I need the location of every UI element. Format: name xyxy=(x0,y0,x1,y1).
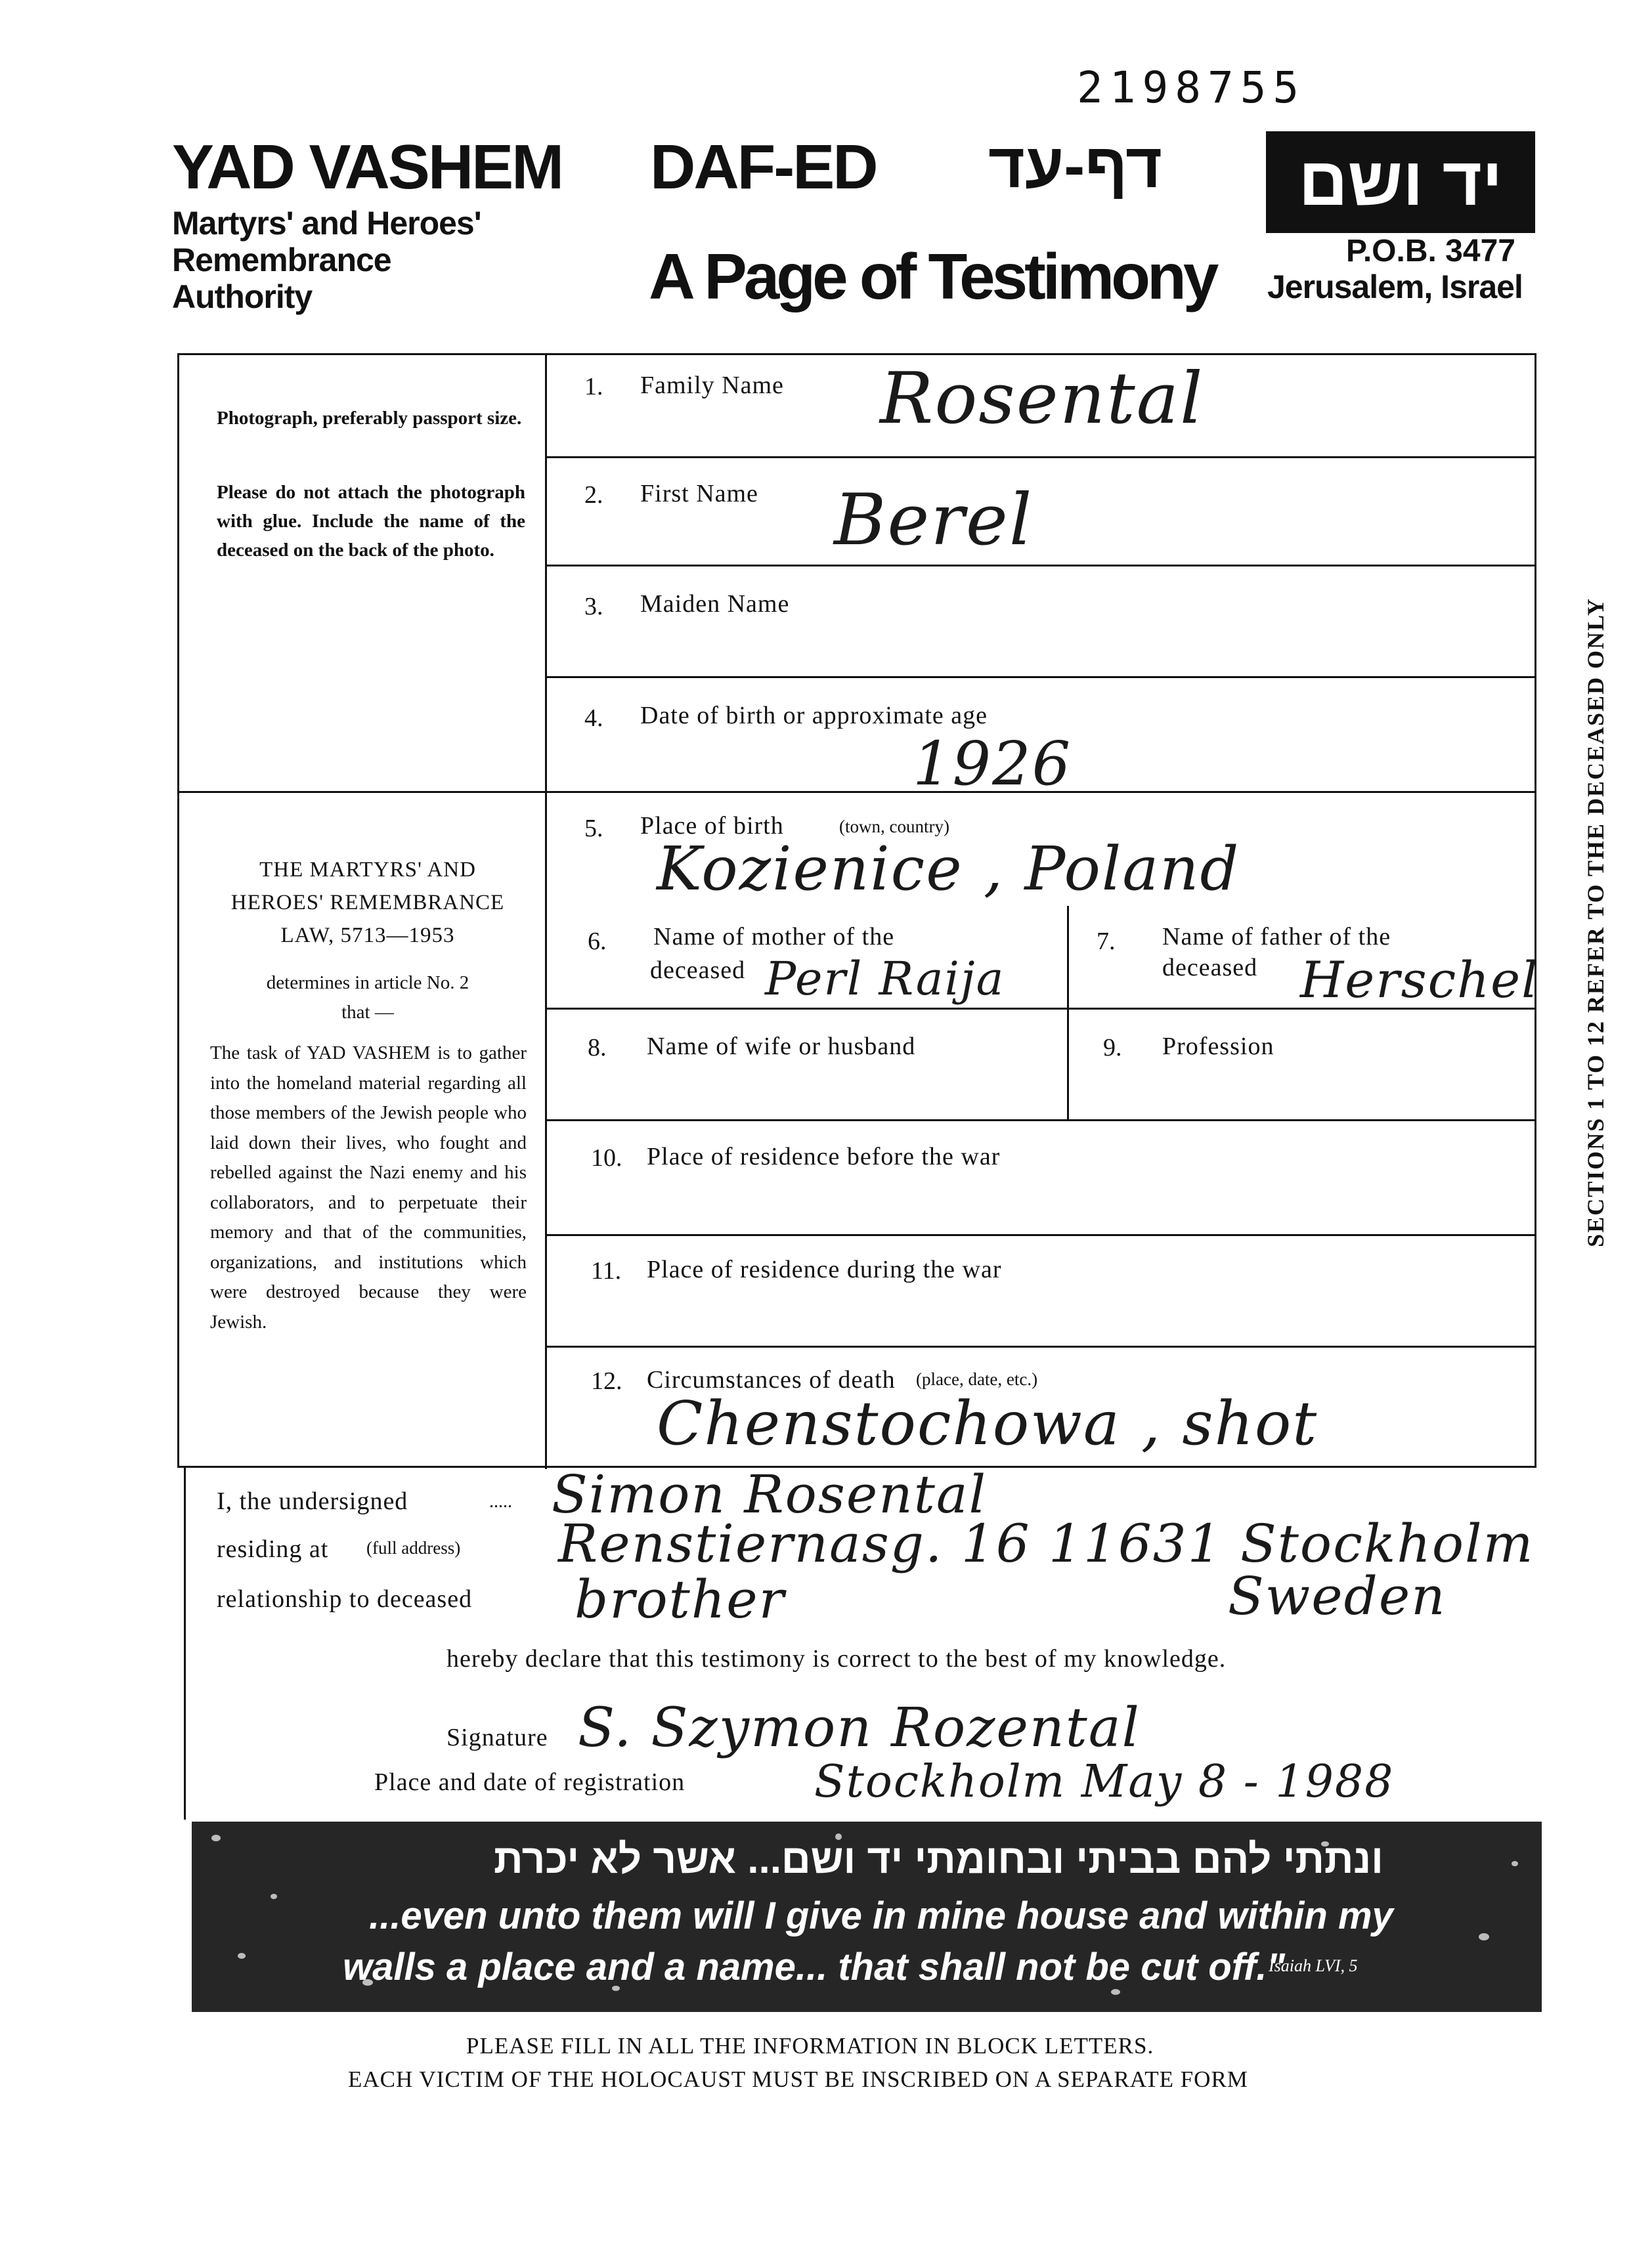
birth-place-note: (town, country) xyxy=(839,817,949,836)
spouse-name-label: Name of wife or husband xyxy=(647,1033,916,1060)
father-name-label-2: deceased xyxy=(1162,954,1258,981)
sidebar-note xyxy=(1576,551,1615,1293)
org-subtitle xyxy=(172,205,481,315)
divider xyxy=(184,1468,186,1820)
birth-date-value[interactable]: 1926 xyxy=(913,729,1072,799)
field-number: 8. xyxy=(588,1034,607,1061)
father-name-value[interactable]: Herschel xyxy=(1300,951,1539,1009)
document-number: 2198755 xyxy=(1077,62,1306,113)
form-subtitle: A Page of Testimony xyxy=(649,240,1216,312)
texture-speck xyxy=(238,1953,246,1959)
field-number: 1. xyxy=(584,373,603,400)
birth-place-value[interactable]: Kozienice , Poland xyxy=(657,834,1240,904)
residing-label: residing at xyxy=(217,1535,329,1563)
org-name: YAD VASHEM xyxy=(172,132,563,202)
column-divider xyxy=(545,353,547,1469)
law-body: The task of YAD VASHEM is to gather into the homeland material regarding all those members of the Jewish people who laid down their lives, who fought and rebelled against the Nazi enemy and his collaborators, and to perpetuate their memory and that of the communities, organizations, and institutions which were destroyed because they were Jewish. xyxy=(210,1042,527,1333)
field-number: 4. xyxy=(584,704,603,732)
residing-note: (full address) xyxy=(366,1538,461,1558)
field-number: 2. xyxy=(584,481,603,509)
scripture-banner xyxy=(192,1822,1542,2012)
sidebar-text: SECTIONS 1 TO 12 REFER TO THE DECEASED ONLY xyxy=(1582,597,1609,1247)
field-number: 3. xyxy=(584,593,603,620)
org-subtitle-line: Martyrs' and Heroes' xyxy=(172,205,481,242)
form-title: DAF-ED xyxy=(650,132,877,202)
divider xyxy=(545,565,1536,567)
law-title-line: THE MARTYRS' AND xyxy=(259,858,476,882)
family-name-value[interactable]: Rosental xyxy=(880,358,1204,440)
divider xyxy=(1067,906,1069,1119)
birth-place-label: Place of birth xyxy=(640,812,784,840)
law-that: that — xyxy=(341,1002,394,1023)
profession-label: Profession xyxy=(1162,1033,1274,1060)
residence-during-label: Place of residence during the war xyxy=(647,1256,1002,1283)
undersigned-label: I, the undersigned xyxy=(217,1487,408,1515)
divider xyxy=(177,791,546,793)
divider xyxy=(545,456,1536,458)
footer-line-2: EACH VICTIM OF THE HOLOCAUST MUST BE INSCRIBED ON A SEPARATE FORM xyxy=(348,2066,1248,2092)
city-address: Jerusalem, Israel xyxy=(1267,268,1523,305)
banner-quote-line-1: ...even unto them will I give in mine house and within my xyxy=(369,1894,1393,1937)
texture-speck xyxy=(1111,1989,1120,1995)
yad-vashem-logo: יד ושם xyxy=(1266,131,1535,233)
divider xyxy=(545,1234,1536,1236)
texture-speck xyxy=(211,1835,221,1841)
banner-reference: Isaiah LVI, 5 xyxy=(1269,1956,1358,1975)
org-subtitle-line: Remembrance xyxy=(172,242,391,278)
death-circumstances-value[interactable]: Chenstochowa , shot xyxy=(657,1388,1318,1459)
field-number: 6. xyxy=(588,928,607,955)
mother-name-value[interactable]: Perl Raija xyxy=(765,952,1005,1006)
field-number: 9. xyxy=(1103,1034,1122,1061)
texture-speck xyxy=(1479,1933,1489,1940)
father-name-label: Name of father of the xyxy=(1162,923,1391,951)
birth-date-label: Date of birth or approximate age xyxy=(640,702,988,729)
field-number: 11. xyxy=(591,1257,622,1285)
form-title-hebrew: דף-עד xyxy=(988,131,1162,201)
photo-box-instructions: Please do not attach the photograph with glue. Include the name of the deceased on the back of the photo. xyxy=(217,482,525,561)
dotted-line: ..... xyxy=(489,1491,512,1512)
signature-value[interactable]: S. Szymon Rozental xyxy=(578,1697,1141,1759)
family-name-label: Family Name xyxy=(640,372,784,399)
mother-name-label: Name of mother of the xyxy=(653,923,895,951)
footer-line-1: PLEASE FILL IN ALL THE INFORMATION IN BLOCK LETTERS. xyxy=(466,2033,1154,2059)
law-title-line: LAW, 5713—1953 xyxy=(280,924,455,947)
banner-quote-line-2: walls a place and a name... that shall not be cut off." xyxy=(343,1946,1285,1988)
mother-name-label-2: deceased xyxy=(650,956,746,984)
divider xyxy=(545,676,1536,678)
field-number: 7. xyxy=(1097,928,1116,955)
death-circumstances-label: Circumstances of death xyxy=(647,1366,896,1394)
relationship-value[interactable]: brother xyxy=(575,1569,785,1630)
relationship-label: relationship to deceased xyxy=(217,1585,473,1613)
texture-speck xyxy=(271,1894,277,1899)
law-title xyxy=(210,853,525,952)
field-number: 5. xyxy=(584,815,603,842)
texture-speck xyxy=(1512,1861,1518,1866)
law-title-line: HEROES' REMEMBRANCE xyxy=(230,891,505,914)
divider xyxy=(545,1346,1536,1348)
field-number: 10. xyxy=(591,1144,622,1172)
po-box: P.O.B. 3477 xyxy=(1346,234,1515,268)
registration-label: Place and date of registration xyxy=(374,1768,686,1796)
maiden-name-label: Maiden Name xyxy=(640,590,790,618)
field-number: 12. xyxy=(591,1367,622,1395)
registration-value[interactable]: Stockholm May 8 - 1988 xyxy=(814,1756,1395,1808)
residence-before-label: Place of residence before the war xyxy=(647,1143,1001,1170)
undersigned-value[interactable]: Simon Rosental xyxy=(552,1464,988,1525)
first-name-label: First Name xyxy=(640,480,758,507)
law-determines: determines in article No. 2 xyxy=(266,972,469,993)
declaration-text: hereby declare that this testimony is correct to the best of my knowledge. xyxy=(446,1645,1227,1673)
address-line-1[interactable]: Renstiernasg. 16 11631 Stockholm xyxy=(558,1513,1535,1574)
photo-box-title: Photograph, preferably passport size. xyxy=(217,408,522,429)
divider xyxy=(545,1119,1536,1121)
first-name-value[interactable]: Berel xyxy=(834,479,1034,561)
death-circumstances-note: (place, date, etc.) xyxy=(916,1369,1038,1389)
org-subtitle-line: Authority xyxy=(172,278,313,315)
signature-label: Signature xyxy=(446,1724,548,1751)
banner-hebrew: ונתתי להם בביתי ובחומתי יד ושם... אשר לא יכרת xyxy=(494,1837,1383,1882)
address-line-2[interactable]: Sweden xyxy=(1228,1566,1447,1627)
